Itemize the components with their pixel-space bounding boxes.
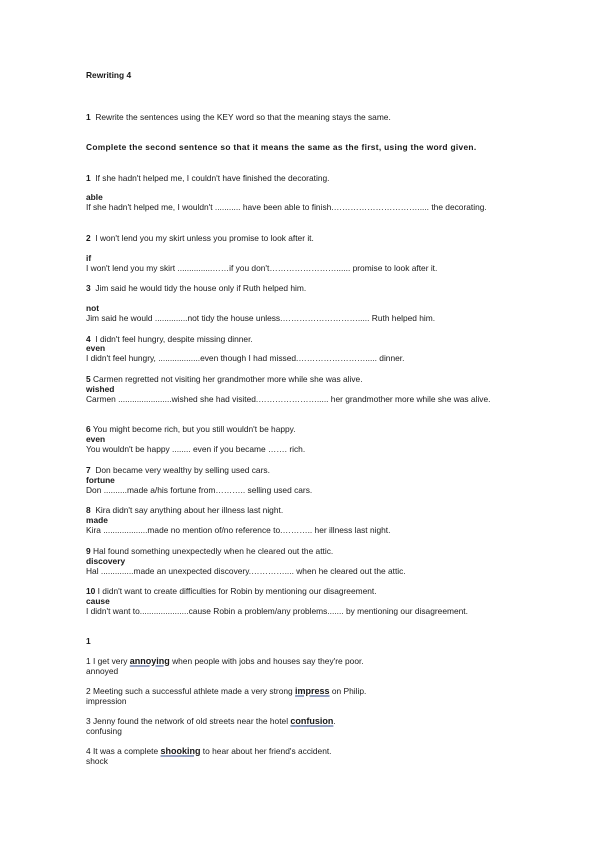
word-form-1-highlight: annoying — [129, 656, 170, 666]
exercise-5-key-word: wished — [86, 384, 115, 394]
exercise-2-prompt — [86, 233, 516, 243]
exercise-6-number: 6 — [86, 424, 91, 434]
exercise-3-number: 3 — [86, 283, 91, 293]
exercise-1-number: 1 — [86, 173, 91, 183]
word-form-3-answer: confusing — [86, 726, 122, 736]
exercise-10-text: I didn't want to create difficulties for Robin by mentioning our disagreement. — [97, 586, 377, 596]
exercise-1-answer: If she hadn't helped me, I wouldn't ........... have been able to finish.…………………………..... the decorating. — [86, 202, 487, 212]
exercise-9-text: Hal found something unexpectedly when he cleared out the attic. — [93, 546, 334, 556]
task-instruction: Complete the second sentence so that it means the same as the first, using the word given. — [86, 142, 477, 152]
word-form-3-pre: 3 Jenny found the network of old streets near the hotel — [86, 716, 291, 726]
exercise-8-text: Kira didn't say anything about her illness last night. — [95, 505, 284, 515]
exercise-3-answer: Jim said he would ..............not tidy the house unless.………………………..... Ruth helped him. — [86, 313, 436, 323]
word-form-1-pre: 1 I get very — [86, 656, 130, 666]
intro-number: 1 — [86, 112, 91, 122]
word-form-3-post: . — [333, 716, 336, 726]
exercise-7-prompt — [86, 465, 516, 475]
exercise-8-number: 8 — [86, 505, 91, 515]
exercise-4-text: I didn't feel hungry, despite missing dinner. — [95, 334, 253, 344]
exercise-9-number: 9 — [86, 546, 91, 556]
exercise-6-key-word: even — [86, 434, 106, 444]
exercise-8-key-word: made — [86, 515, 108, 525]
word-form-2-post: on Philip. — [329, 686, 367, 696]
exercise-7-text: Don became very wealthy by selling used cars. — [95, 465, 270, 475]
exercise-9-prompt — [86, 546, 516, 556]
exercise-7-number: 7 — [86, 465, 91, 475]
exercise-3-text: Jim said he would tidy the house only if Ruth helped him. — [95, 283, 307, 293]
intro-instruction — [86, 112, 516, 122]
word-form-4-post: to hear about her friend's accident. — [200, 746, 332, 756]
exercise-8-answer: Kira ...................made no mention of/no reference to.……….. her illness last night. — [86, 525, 391, 535]
exercise-1-text: If she hadn't helped me, I couldn't have finished the decorating. — [95, 173, 330, 183]
word-form-4-answer: shock — [86, 756, 108, 766]
exercise-5-answer: Carmen .......................wished she had visited.…………………..... her grandmother more while she was alive. — [86, 394, 491, 404]
word-form-1-post: when people with jobs and houses say they're poor. — [169, 656, 364, 666]
exercise-9-key-word: discovery — [86, 556, 126, 566]
exercise-4-number: 4 — [86, 334, 91, 344]
word-form-4-highlight: shooking — [160, 746, 201, 756]
exercise-6-answer: You wouldn't be happy ........ even if you became ……. rich. — [86, 444, 306, 454]
page-title: Rewriting 4 — [86, 70, 132, 80]
exercise-4-answer: I didn't feel hungry, ..................even though I had missed.……………………..... dinner. — [86, 353, 405, 363]
word-form-2 — [86, 686, 516, 696]
word-form-4-pre: 4 It was a complete — [86, 746, 161, 756]
word-form-4 — [86, 746, 516, 756]
exercise-10-prompt — [86, 586, 516, 596]
exercise-1-key-word: able — [86, 192, 103, 202]
exercise-5-number: 5 — [86, 374, 91, 384]
exercise-10-answer: I didn't want to.....................cause Robin a problem/any problems....... by mentioning our disagreement. — [86, 606, 468, 616]
exercise-2-answer: I won't lend you my skirt ...............……if you don't……………………...... promise to look after it. — [86, 263, 438, 273]
word-form-3 — [86, 716, 516, 726]
exercise-7-answer: Don ..........made a/his fortune from……….. selling used cars. — [86, 485, 313, 495]
section-2-number: 1 — [86, 636, 91, 646]
word-form-1 — [86, 656, 516, 666]
exercise-7-key-word: fortune — [86, 475, 115, 485]
exercise-3-key-word: not — [86, 303, 100, 313]
exercise-10-key-word: cause — [86, 596, 110, 606]
exercise-3-prompt — [86, 283, 516, 293]
word-form-2-pre: 2 Meeting such a successful athlete made a very strong — [86, 686, 296, 696]
exercise-6-prompt — [86, 424, 516, 434]
exercise-2-key-word: if — [86, 253, 92, 263]
exercise-5-prompt — [86, 374, 516, 384]
word-form-1-answer: annoyed — [86, 666, 119, 676]
exercise-2-number: 2 — [86, 233, 91, 243]
exercise-10-number: 10 — [86, 586, 96, 596]
exercise-4-key-word: even — [86, 343, 106, 353]
word-form-2-answer: impression — [86, 696, 127, 706]
word-form-2-highlight: impress — [295, 686, 330, 696]
exercise-8-prompt — [86, 505, 516, 515]
word-form-3-highlight: confusion — [290, 716, 334, 726]
exercise-6-text: You might become rich, but you still wouldn't be happy. — [92, 424, 296, 434]
exercise-2-text: I won't lend you my skirt unless you promise to look after it. — [95, 233, 314, 243]
intro-text: Rewrite the sentences using the KEY word so that the meaning stays the same. — [95, 112, 391, 122]
exercise-5-text: Carmen regretted not visiting her grandmother more while she was alive. — [93, 374, 363, 384]
exercise-1-prompt — [86, 173, 516, 183]
exercise-9-answer: Hal ..............made an unexpected discovery.………….... when he cleared out the attic. — [86, 566, 406, 576]
